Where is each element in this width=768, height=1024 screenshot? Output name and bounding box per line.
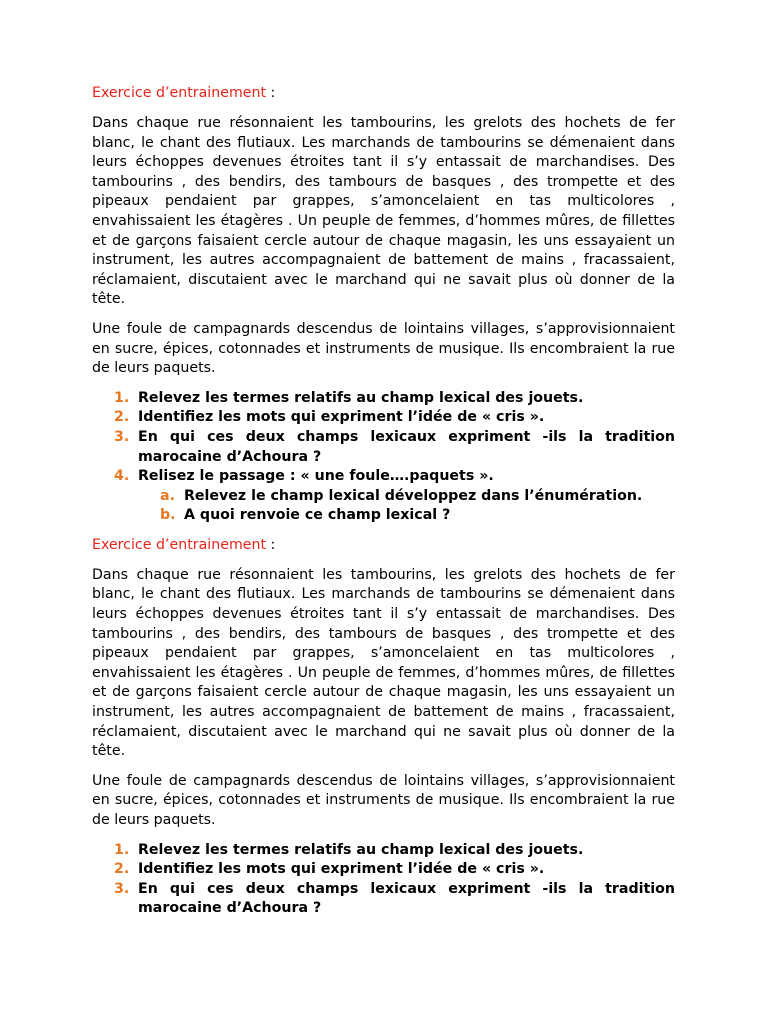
- question-number: 3.: [114, 428, 130, 445]
- passage-paragraph: Une foule de campagnards descendus de lointains villages, s’approvisionnaient en sucre, épices, cotonnades et instruments de musique. Ils encombraient la rue de leurs paquets.: [92, 772, 675, 828]
- question-item: [114, 389, 675, 409]
- exercise-title-suffix: :: [266, 536, 276, 553]
- question-text: Relevez les termes relatifs au champ lexical des jouets.: [138, 389, 584, 406]
- question-item: [114, 860, 675, 880]
- question-text: En qui ces deux champs lexicaux expriment -ils la tradition marocaine d’Achoura ?: [138, 880, 675, 917]
- exercise-title-suffix: :: [266, 85, 276, 101]
- sub-question-letter: b.: [160, 507, 176, 524]
- question-text: En qui ces deux champs lexicaux expriment -ils la tradition marocaine d’Achoura ?: [138, 428, 675, 465]
- question-text: Relevez les termes relatifs au champ lexical des jouets.: [138, 841, 584, 858]
- question-number: 1.: [114, 841, 130, 858]
- question-item: [114, 880, 675, 919]
- question-text: Identifiez les mots qui expriment l’idée de « cris ».: [138, 409, 545, 426]
- question-number: 2.: [114, 409, 130, 426]
- question-text: Relisez le passage : « une foule….paquets ».: [138, 468, 494, 485]
- question-item: [114, 428, 675, 467]
- question-number: 4.: [114, 468, 130, 485]
- exercise-section: [92, 84, 675, 526]
- passage-paragraph: Dans chaque rue résonnaient les tambourins, les grelots des hochets de fer blanc, le chant des flutiaux. Les marchands de tambourins se démenaient dans leurs échoppes devenues étroites tant il s’y entassait de marchandises. Des tambourins , des bendirs, des tambours de basques , des trompette et des pipeaux pendaient par grappes, s’amoncelaient en tas multicolores , envahissaient les étagères . Un peuple de femmes, d’hommes mûres, de fillettes et de garçons faisaient cercle autour de chaque magasin, les uns essayaient un instrument, les autres accompagnaient de battement de mains , fracassaient, réclamaient, discutaient avec le marchand qui ne savait plus où donner de la tête.: [92, 115, 675, 308]
- sub-question-text: A quoi renvoie ce champ lexical ?: [184, 507, 451, 524]
- question-number: 2.: [114, 861, 130, 878]
- question-text: Identifiez les mots qui expriment l’idée de « cris ».: [138, 861, 545, 878]
- exercise-title: Exercice d’entrainement: [92, 85, 267, 101]
- question-item: [114, 408, 675, 428]
- sub-question-list: [138, 487, 675, 526]
- question-number: 3.: [114, 880, 130, 897]
- question-list: [92, 841, 675, 919]
- document-page: [92, 84, 675, 919]
- question-number: 1.: [114, 389, 130, 406]
- passage-paragraph: Dans chaque rue résonnaient les tambourins, les grelots des hochets de fer blanc, le chant des flutiaux. Les marchands de tambourins se démenaient dans leurs échoppes devenues étroites tant il s’y entassait de marchandises. Des tambourins , des bendirs, des tambours de basques , des trompette et des pipeaux pendaient par grappes, s’amoncelaient en tas multicolores , envahissaient les étagères . Un peuple de femmes, d’hommes mûres, de fillettes et de garçons faisaient cercle autour de chaque magasin, les uns essayaient un instrument, les autres accompagnaient de battement de mains , fracassaient, réclamaient, discutaient avec le marchand qui ne savait plus où donner de la tête.: [92, 566, 675, 760]
- passage-paragraph: Une foule de campagnards descendus de lointains villages, s’approvisionnaient en sucre, épices, cotonnades et instruments de musique. Ils encombraient la rue de leurs paquets.: [92, 320, 675, 377]
- sub-question-text: Relevez le champ lexical développez dans l’énumération.: [184, 487, 643, 504]
- sub-question-letter: a.: [160, 487, 175, 504]
- exercise-title: Exercice d’entrainement: [92, 536, 267, 553]
- sub-question-item: [160, 506, 675, 526]
- exercise-heading: [92, 536, 675, 556]
- sub-question-item: [160, 487, 675, 507]
- question-item: [114, 841, 675, 861]
- question-list: [92, 389, 675, 526]
- exercise-heading: [92, 84, 675, 104]
- exercise-section: [92, 536, 675, 919]
- question-item: [114, 467, 675, 526]
